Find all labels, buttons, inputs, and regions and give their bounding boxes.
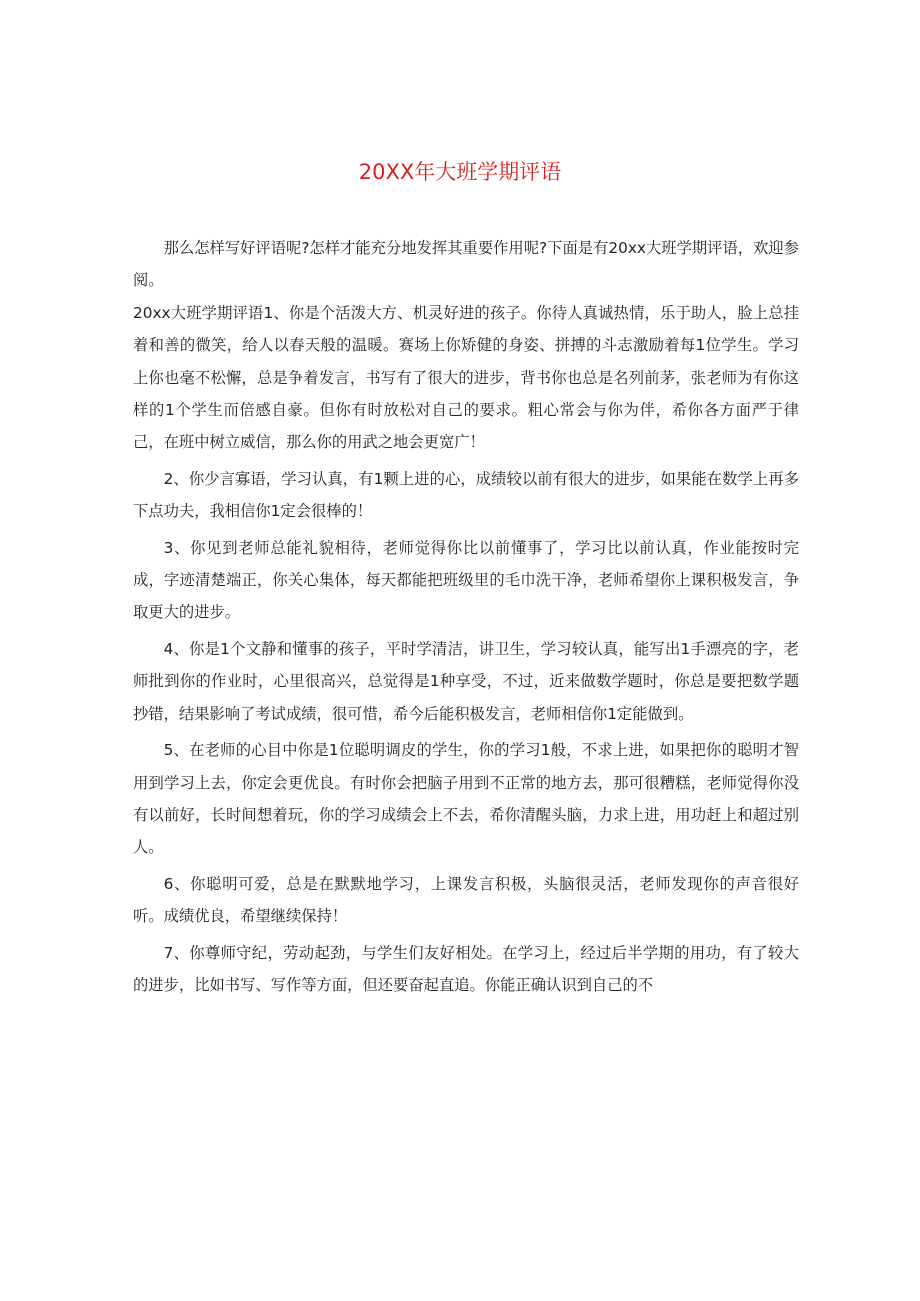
document-title: 20XX年大班学期评语	[358, 160, 562, 184]
comment-paragraph-7: 7、你尊师守纪，劳动起劲，与学生们友好相处。在学习上，经过后半学期的用功，有了较大的进步，比如书写、写作等方面，但还要奋起直追。你能正确认识到自己的不	[133, 943, 799, 994]
comment-paragraph-4: 4、你是1个文静和懂事的孩子，平时学清洁，讲卫生，学习较认真，能写出1手漂亮的字，老师批到你的作业时，心里很高兴，总觉得是1种享受，不过，近来做数学题时，你总是要把数学题抄错，结果影响了考试成绩，很可惜，希今后能积极发言，老师相信你1定能做到。	[133, 639, 799, 723]
comment-paragraph-6: 6、你聪明可爱，总是在默默地学习，上课发言积极，头脑很灵活，老师发现你的声音很好听。成绩优良，希望继续保持！	[133, 874, 799, 926]
comment-paragraph-3: 3、你见到老师总能礼貌相待，老师觉得你比以前懂事了，学习比以前认真，作业能按时完成，字迹清楚端正，你关心集体，每天都能把班级里的毛巾洗干净，老师希望你上课积极发言，争取更大的进步。	[133, 538, 799, 622]
intro-paragraph: 那么怎样写好评语呢?怎样才能充分地发挥其重要作用呢?下面是有20xx大班学期评语，欢迎参阅。	[133, 239, 799, 290]
comment-paragraph-5: 5、在老师的心目中你是1位聪明调皮的学生，你的学习1般，不求上进，如果把你的聪明才智用到学习上去，你定会更优良。有时你会把脑子用到不正常的地方去，那可很糟糕，老师觉得你没有以前好，长时间想着玩，你的学习成绩会上不去，希你清醒头脑，力求上进，用功赶上和超过别人。	[133, 741, 799, 857]
comment-paragraph-2: 2、你少言寡语，学习认真，有1颗上进的心，成绩较以前有很大的进步，如果能在数学上再多下点功夫，我相信你1定会很棒的！	[133, 469, 799, 521]
comment-paragraph-1: 20xx大班学期评语1、你是个活泼大方、机灵好进的孩子。你待人真诚热情，乐于助人，脸上总挂着和善的微笑，给人以春天般的温暖。赛场上你矫健的身姿、拼搏的斗志激励着每1位学生。学习上你也毫不松懈，总是争着发言，书写有了很大的进步，背书你也总是名列前茅，张老师为有你这样的1个学生而倍感自豪。但你有时放松对自己的要求。粗心常会与你为伴，希你各方面严于律己，在班中树立威信，那么你的用武之地会更宽广！	[133, 303, 799, 452]
document-body	[133, 232, 799, 1001]
